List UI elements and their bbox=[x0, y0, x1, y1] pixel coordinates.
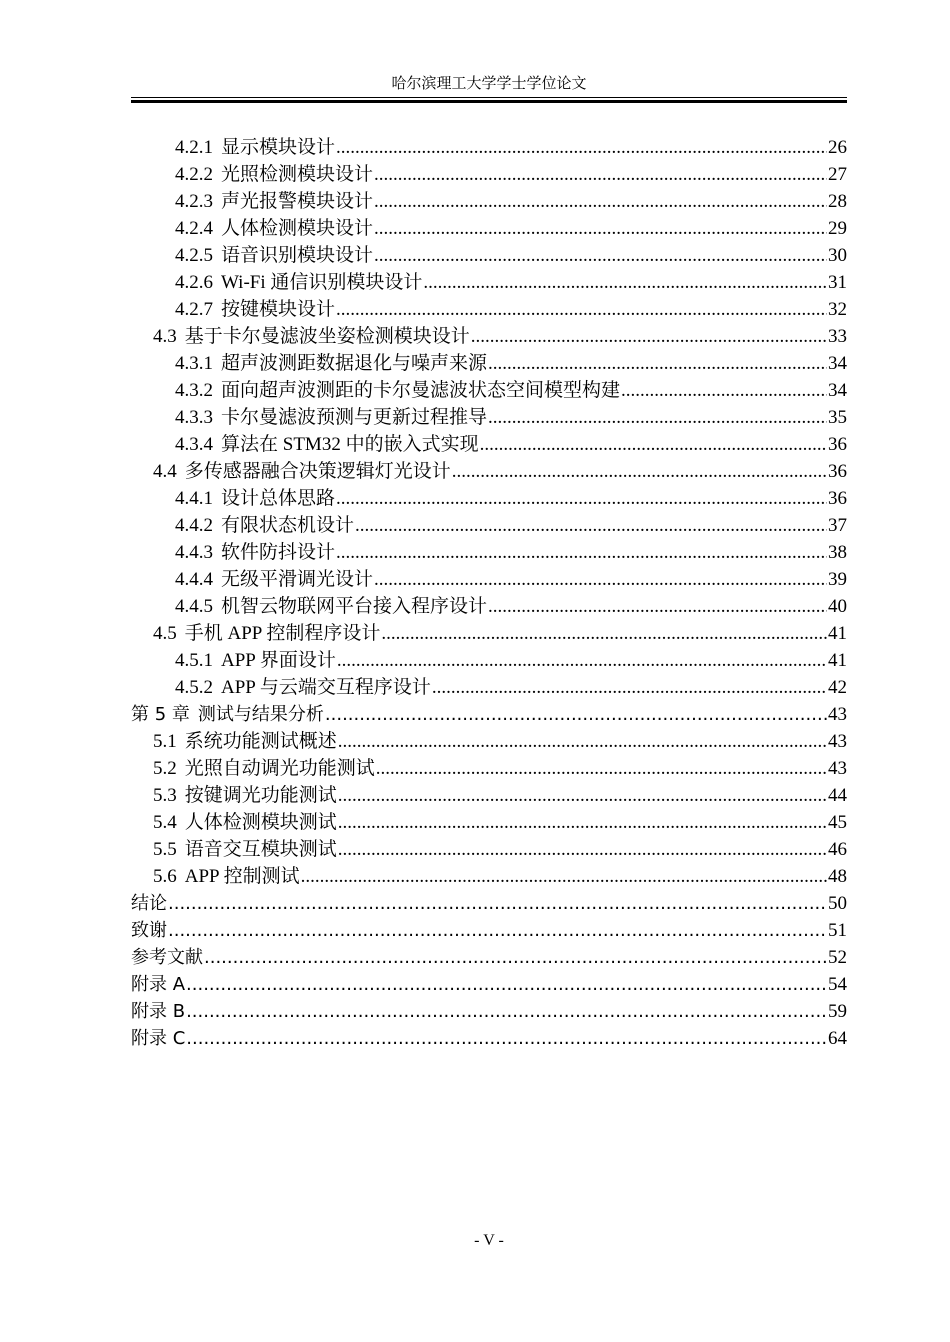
toc-entry[interactable] bbox=[131, 728, 847, 755]
toc-entry[interactable] bbox=[131, 701, 847, 728]
toc-entry-page: 52 bbox=[828, 947, 847, 968]
toc-entry[interactable] bbox=[131, 296, 847, 323]
toc-entry-page: 28 bbox=[828, 191, 847, 212]
toc-leader-dots bbox=[376, 755, 827, 782]
toc-entry-title: 显示模块设计 bbox=[221, 137, 336, 158]
toc-entry-page: 51 bbox=[828, 920, 847, 941]
toc-leader-dots bbox=[186, 971, 827, 998]
toc-entry[interactable] bbox=[131, 512, 847, 539]
toc-entry-number: 4.2.1 bbox=[175, 137, 213, 158]
toc-entry-number: 4.5.1 bbox=[175, 650, 213, 671]
toc-entry-number: 5.2 bbox=[153, 758, 177, 779]
toc-entry-title: 语音交互模块测试 bbox=[184, 839, 337, 860]
toc-entry[interactable] bbox=[131, 1025, 847, 1052]
toc-leader-dots bbox=[338, 782, 827, 809]
toc-entry-title: 附录 C bbox=[131, 1028, 186, 1049]
toc-entry-page: 43 bbox=[828, 704, 847, 725]
toc-entry[interactable] bbox=[131, 323, 847, 350]
toc-leader-dots bbox=[488, 404, 827, 431]
toc-entry-page: 37 bbox=[828, 515, 847, 536]
toc-entry-page: 38 bbox=[828, 542, 847, 563]
toc-entry-page: 42 bbox=[828, 677, 847, 698]
toc-leader-dots bbox=[480, 431, 827, 458]
toc-leader-dots bbox=[325, 701, 827, 728]
toc-entry-number: 4.3 bbox=[153, 326, 177, 347]
toc-leader-dots bbox=[488, 593, 827, 620]
toc-entry-page: 34 bbox=[828, 353, 847, 374]
toc-entry-page: 43 bbox=[828, 758, 847, 779]
toc-entry-page: 48 bbox=[828, 866, 847, 887]
toc-entry-page: 36 bbox=[828, 434, 847, 455]
toc-entry-title: 致谢 bbox=[131, 920, 167, 941]
toc-entry-page: 46 bbox=[828, 839, 847, 860]
toc-leader-dots bbox=[338, 809, 827, 836]
toc-entry-title: 设计总体思路 bbox=[221, 488, 336, 509]
toc-entry-page: 54 bbox=[828, 974, 847, 995]
toc-entry-title: Wi-Fi 通信识别模块设计 bbox=[221, 272, 423, 293]
header-rule-thick bbox=[131, 100, 847, 103]
toc-leader-dots bbox=[423, 269, 827, 296]
toc-entry-title: 手机 APP 控制程序设计 bbox=[184, 623, 381, 644]
toc-entry[interactable] bbox=[131, 647, 847, 674]
toc-entry-number: 4.2.6 bbox=[175, 272, 213, 293]
toc-entry-page: 34 bbox=[828, 380, 847, 401]
toc-leader-dots bbox=[471, 323, 827, 350]
toc-entry[interactable] bbox=[131, 998, 847, 1025]
toc-entry-title: 测试与结果分析 bbox=[197, 704, 324, 725]
toc-entry-title: APP 界面设计 bbox=[221, 650, 336, 671]
toc-leader-dots bbox=[301, 863, 827, 890]
toc-leader-dots bbox=[337, 647, 827, 674]
toc-entry-title: 人体检测模块测试 bbox=[184, 812, 337, 833]
toc-entry-page: 40 bbox=[828, 596, 847, 617]
toc-leader-dots bbox=[374, 161, 827, 188]
toc-entry-title: 算法在 STM32 中的嵌入式实现 bbox=[221, 434, 479, 455]
toc-leader-dots bbox=[338, 836, 827, 863]
toc-entry-number: 4.2.5 bbox=[175, 245, 213, 266]
toc-entry-title: 软件防抖设计 bbox=[221, 542, 336, 563]
toc-leader-dots bbox=[186, 998, 827, 1025]
toc-entry-page: 41 bbox=[828, 623, 847, 644]
toc-entry-page: 31 bbox=[828, 272, 847, 293]
toc-leader-dots bbox=[204, 944, 827, 971]
toc-entry-number: 4.2.7 bbox=[175, 299, 213, 320]
toc-leader-dots bbox=[338, 728, 827, 755]
toc-entry-page: 36 bbox=[828, 488, 847, 509]
toc-entry[interactable] bbox=[131, 809, 847, 836]
toc-leader-dots bbox=[168, 917, 827, 944]
toc-entry-page: 32 bbox=[828, 299, 847, 320]
toc-entry[interactable] bbox=[131, 485, 847, 512]
toc-entry[interactable] bbox=[131, 836, 847, 863]
toc-entry[interactable] bbox=[131, 971, 847, 998]
toc-entry[interactable] bbox=[131, 944, 847, 971]
toc-entry[interactable] bbox=[131, 674, 847, 701]
toc-entry-title: 基于卡尔曼滤波坐姿检测模块设计 bbox=[184, 326, 470, 347]
toc-entry-page: 26 bbox=[828, 137, 847, 158]
toc-entry-page: 50 bbox=[828, 893, 847, 914]
toc-entry-number: 5.1 bbox=[153, 731, 177, 752]
toc-entry-title: 按键模块设计 bbox=[221, 299, 336, 320]
toc-entry-number: 4.2.4 bbox=[175, 218, 213, 239]
toc-entry-title: 附录 B bbox=[131, 1001, 186, 1022]
toc-entry[interactable] bbox=[131, 188, 847, 215]
toc-entry[interactable] bbox=[131, 755, 847, 782]
toc-leader-dots bbox=[355, 512, 827, 539]
toc-entry-page: 39 bbox=[828, 569, 847, 590]
toc-entry-number: 4.4.2 bbox=[175, 515, 213, 536]
toc-leader-dots bbox=[336, 296, 827, 323]
toc-entry-page: 33 bbox=[828, 326, 847, 347]
toc-entry[interactable] bbox=[131, 458, 847, 485]
toc-entry-number: 4.5 bbox=[153, 623, 177, 644]
toc-entry-title: APP 控制测试 bbox=[184, 866, 300, 887]
toc-entry-number: 4.3.4 bbox=[175, 434, 213, 455]
running-header: 哈尔滨理工大学学士学位论文 bbox=[391, 76, 587, 92]
toc-entry-title: 光照自动调光功能测试 bbox=[184, 758, 375, 779]
toc-leader-dots bbox=[381, 620, 827, 647]
toc-entry[interactable] bbox=[131, 215, 847, 242]
toc-entry-number: 4.4.1 bbox=[175, 488, 213, 509]
toc-entry[interactable] bbox=[131, 863, 847, 890]
toc-entry-number: 4.4 bbox=[153, 461, 177, 482]
toc-entry[interactable] bbox=[131, 431, 847, 458]
toc-entry-title: 按键调光功能测试 bbox=[184, 785, 337, 806]
toc-entry-page: 43 bbox=[828, 731, 847, 752]
toc-entry-title: 卡尔曼滤波预测与更新过程推导 bbox=[221, 407, 488, 428]
toc-entry-number: 4.4.3 bbox=[175, 542, 213, 563]
toc-entry-number: 5.3 bbox=[153, 785, 177, 806]
toc-entry-page: 27 bbox=[828, 164, 847, 185]
toc-entry[interactable] bbox=[131, 593, 847, 620]
toc-entry-number: 第 5 章 bbox=[131, 704, 190, 725]
table-of-contents bbox=[131, 134, 847, 1052]
toc-entry-title: 声光报警模块设计 bbox=[221, 191, 374, 212]
toc-leader-dots bbox=[374, 242, 827, 269]
toc-entry-title: 系统功能测试概述 bbox=[184, 731, 337, 752]
toc-entry-title: 附录 A bbox=[131, 974, 186, 995]
toc-entry-title: 结论 bbox=[131, 893, 167, 914]
toc-entry[interactable] bbox=[131, 404, 847, 431]
toc-entry-title: APP 与云端交互程序设计 bbox=[221, 677, 431, 698]
header-rule-thin bbox=[131, 97, 847, 98]
toc-entry-page: 45 bbox=[828, 812, 847, 833]
toc-entry[interactable] bbox=[131, 917, 847, 944]
toc-entry-page: 59 bbox=[828, 1001, 847, 1022]
toc-entry[interactable] bbox=[131, 350, 847, 377]
toc-entry[interactable] bbox=[131, 566, 847, 593]
toc-entry[interactable] bbox=[131, 269, 847, 296]
toc-entry-page: 30 bbox=[828, 245, 847, 266]
toc-leader-dots bbox=[488, 350, 827, 377]
toc-entry-title: 语音识别模块设计 bbox=[221, 245, 374, 266]
toc-leader-dots bbox=[621, 377, 827, 404]
toc-entry-page: 35 bbox=[828, 407, 847, 428]
toc-leader-dots bbox=[374, 188, 827, 215]
toc-entry-title: 无级平滑调光设计 bbox=[221, 569, 374, 590]
toc-entry[interactable] bbox=[131, 242, 847, 269]
toc-entry-title: 超声波测距数据退化与噪声来源 bbox=[221, 353, 488, 374]
toc-entry-page: 41 bbox=[828, 650, 847, 671]
toc-entry-number: 5.6 bbox=[153, 866, 177, 887]
toc-entry-title: 面向超声波测距的卡尔曼滤波状态空间模型构建 bbox=[221, 380, 621, 401]
toc-entry[interactable] bbox=[131, 134, 847, 161]
toc-entry-number: 4.4.5 bbox=[175, 596, 213, 617]
toc-leader-dots bbox=[186, 1025, 827, 1052]
toc-entry[interactable] bbox=[131, 890, 847, 917]
toc-entry[interactable] bbox=[131, 620, 847, 647]
toc-entry-number: 4.3.3 bbox=[175, 407, 213, 428]
toc-entry-page: 29 bbox=[828, 218, 847, 239]
toc-leader-dots bbox=[432, 674, 827, 701]
toc-entry[interactable] bbox=[131, 539, 847, 566]
toc-entry-number: 4.3.1 bbox=[175, 353, 213, 374]
toc-entry-title: 机智云物联网平台接入程序设计 bbox=[221, 596, 488, 617]
toc-entry-page: 44 bbox=[828, 785, 847, 806]
toc-leader-dots bbox=[336, 485, 827, 512]
toc-entry[interactable] bbox=[131, 782, 847, 809]
toc-entry-number: 5.4 bbox=[153, 812, 177, 833]
toc-entry-number: 4.2.2 bbox=[175, 164, 213, 185]
toc-leader-dots bbox=[168, 890, 827, 917]
toc-leader-dots bbox=[374, 566, 827, 593]
toc-entry-page: 36 bbox=[828, 461, 847, 482]
toc-entry-title: 有限状态机设计 bbox=[221, 515, 355, 536]
toc-leader-dots bbox=[452, 458, 827, 485]
toc-entry[interactable] bbox=[131, 377, 847, 404]
toc-entry-number: 5.5 bbox=[153, 839, 177, 860]
toc-leader-dots bbox=[336, 134, 827, 161]
toc-entry-title: 参考文献 bbox=[131, 947, 203, 968]
toc-leader-dots bbox=[336, 539, 827, 566]
page-number: - V - bbox=[474, 1232, 504, 1249]
toc-entry[interactable] bbox=[131, 161, 847, 188]
toc-leader-dots bbox=[374, 215, 827, 242]
toc-entry-title: 人体检测模块设计 bbox=[221, 218, 374, 239]
toc-entry-title: 光照检测模块设计 bbox=[221, 164, 374, 185]
toc-entry-number: 4.4.4 bbox=[175, 569, 213, 590]
toc-entry-title: 多传感器融合决策逻辑灯光设计 bbox=[184, 461, 451, 482]
toc-entry-number: 4.5.2 bbox=[175, 677, 213, 698]
toc-entry-number: 4.2.3 bbox=[175, 191, 213, 212]
toc-entry-page: 64 bbox=[828, 1028, 847, 1049]
toc-entry-number: 4.3.2 bbox=[175, 380, 213, 401]
